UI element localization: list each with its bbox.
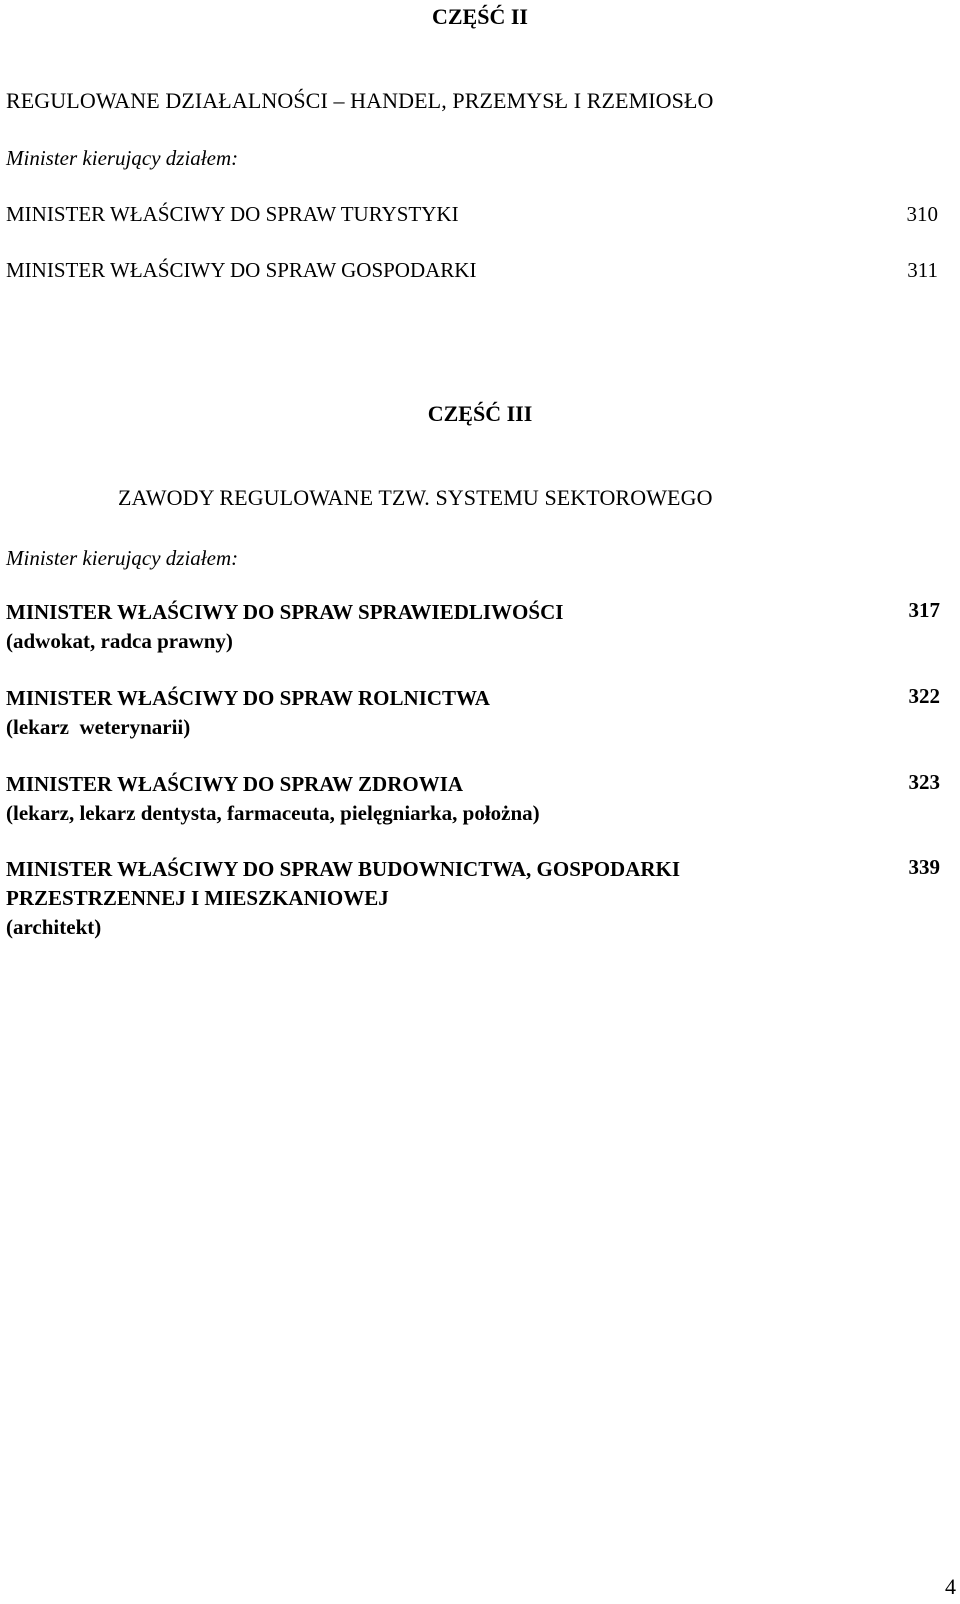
toc-entry-page: 323 [908,770,940,794]
toc-entry-description: (adwokat, radca prawny) [6,629,233,653]
toc-entry-name: MINISTER WŁAŚCIWY DO SPRAW BUDOWNICTWA, GOSPODARKI [6,857,681,881]
toc-entry-justice [6,598,940,656]
toc-entry-name: MINISTER WŁAŚCIWY DO SPRAW SPRAWIEDLIWOŚCI [6,600,564,624]
toc-entry-name: MINISTER WŁAŚCIWY DO SPRAW ROLNICTWA [6,686,490,710]
toc-entry-economy [6,258,938,283]
toc-entry-construction [6,855,940,942]
toc-entry-page: 339 [908,855,940,879]
toc-entry-name: MINISTER WŁAŚCIWY DO SPRAW TURYSTYKI [6,202,459,226]
toc-entry-agriculture [6,684,940,742]
toc-entry-name: MINISTER WŁAŚCIWY DO SPRAW GOSPODARKI [6,258,477,282]
toc-entry-page: 322 [908,684,940,708]
part2-title: CZĘŚĆ II [432,4,528,29]
toc-entry-name-continued: PRZESTRZENNEJ I MIESZKANIOWEJ [6,886,389,910]
toc-entry-description: (lekarz, lekarz dentysta, farmaceuta, pielęgniarka, położna) [6,801,540,825]
part3-title: CZĘŚĆ III [427,401,533,426]
part2-minister-label: Minister kierujący działem: [6,146,239,170]
toc-entry-description: (lekarz weterynarii) [6,715,191,739]
toc-entry-page: 317 [908,598,940,622]
toc-entry-description: (architekt) [6,915,102,939]
toc-entry-tourism [6,202,938,227]
part2-heading: REGULOWANE DZIAŁALNOŚCI – HANDEL, PRZEMYSŁ I RZEMIOSŁO [6,88,714,113]
page-number: 4 [945,1574,956,1599]
toc-entry-name: MINISTER WŁAŚCIWY DO SPRAW ZDROWIA [6,772,464,796]
toc-entry-page: 310 [906,202,938,226]
toc-entry-page: 311 [907,258,938,282]
part3-heading: ZAWODY REGULOWANE TZW. SYSTEMU SEKTOROWEGO [118,485,713,510]
part3-minister-label: Minister kierujący działem: [6,546,239,570]
toc-entry-health [6,770,940,828]
